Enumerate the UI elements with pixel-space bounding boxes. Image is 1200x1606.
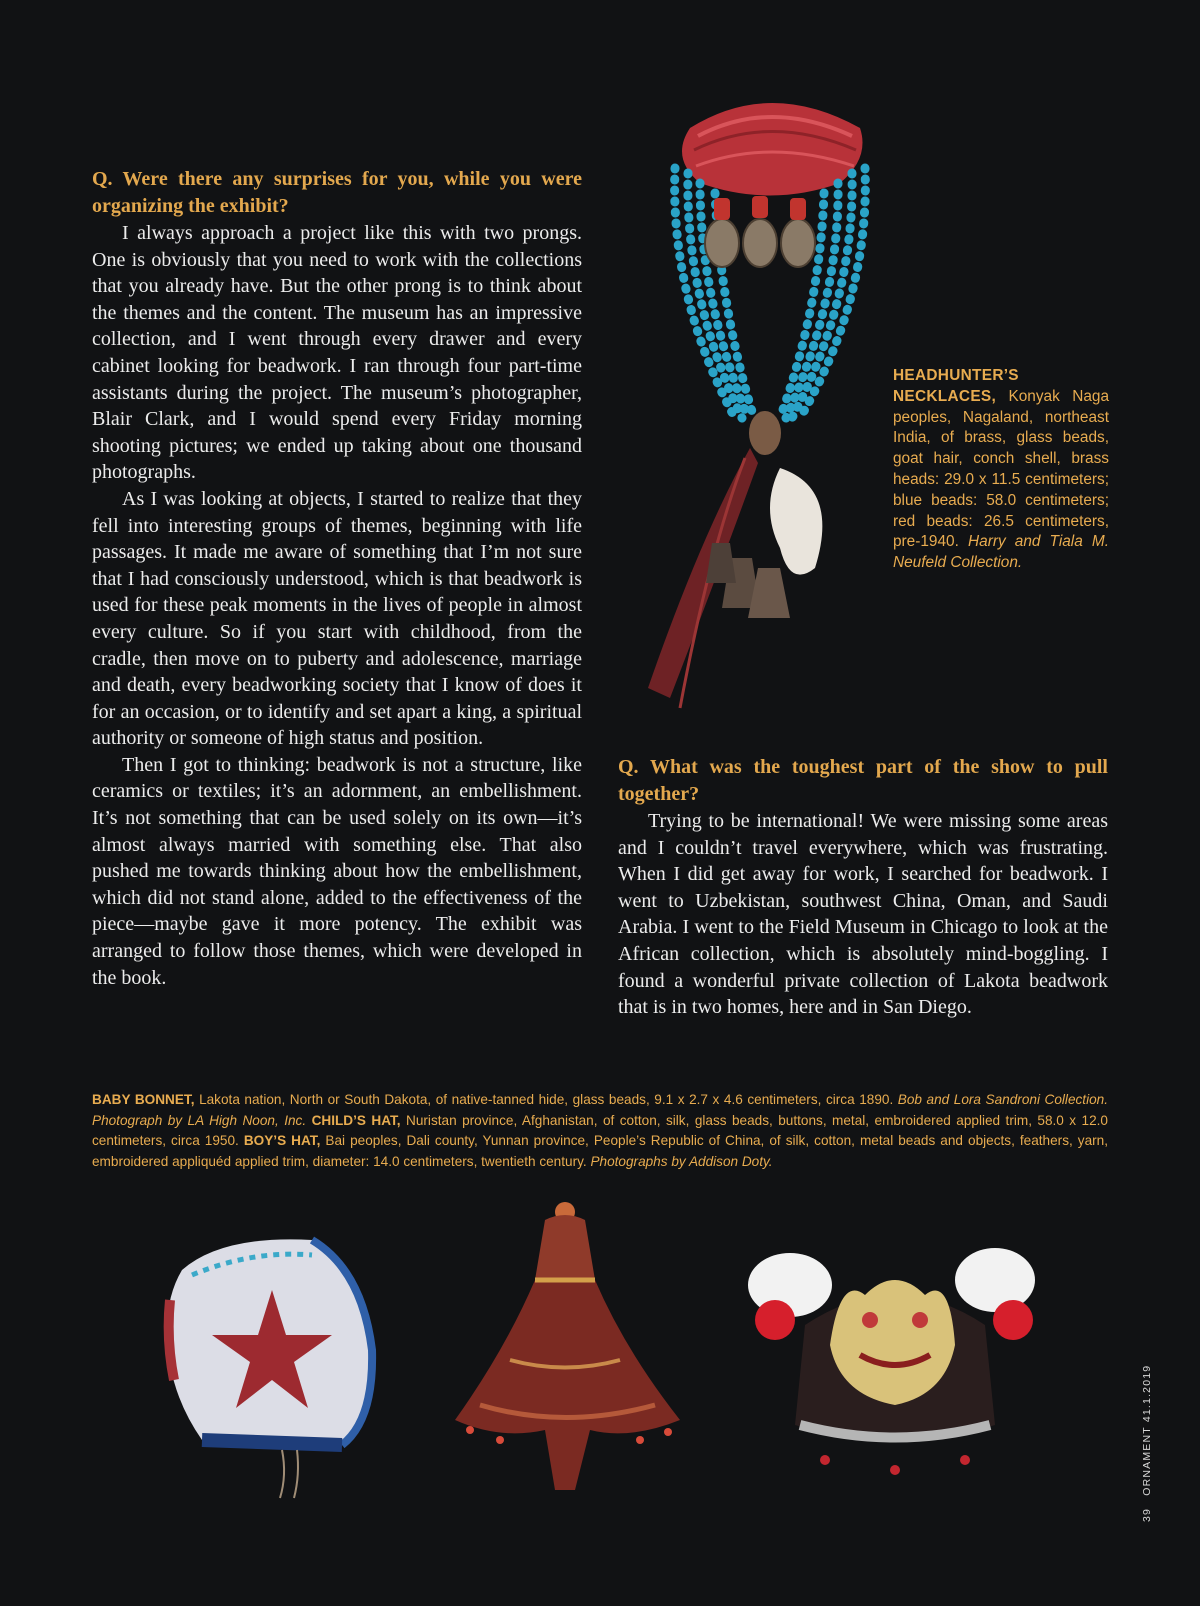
publication-name: ORNAMENT 41.1.2019 [1141,1364,1153,1496]
caption-boys-hat-title: BOY’S HAT, [243,1133,321,1149]
caption-text: Konyak Naga peoples, Nagaland, northeast India, of brass, glass beads, goat hair, conch shell, brass heads: 29.0 x 11.5 centimeters; blue beads: 58.0 centimeters; red beads: 26.5 centimeters, pre-1940. [893,387,1110,551]
question-toughest-part: Q. What was the toughest part of the show to pull together? [618,756,1108,805]
right-column [618,754,1108,1021]
caption-credit: Harry and Tiala M. Neufeld Collection. [893,533,1109,572]
left-column [92,166,582,991]
necklace-caption [893,366,1109,574]
necklace-image [640,88,900,728]
caption-credit: Bob and Lora Sandroni Collection. Photograph by LA High Noon, Inc. [92,1092,1108,1128]
caption-text: Bai peoples, Dali county, Yunnan province, People’s Republic of China, of silk, cotton, metal beads and objects, feathers, yarn, embroidered appliquéd applied trim, diameter: 14.0 centimeters, twentieth century. [92,1133,1109,1169]
page-folio [1141,1365,1153,1522]
paragraph: Then I got to thinking: beadwork is not a structure, like ceramics or textiles; it’s an adornment, an embellishment. It’s not something that can be used solely on its own—it’s almost always married with something else. That also pushed me towards thinking about how the embellishment, which did not stand alone, added to the effectiveness of the piece—maybe gave it more potency. The exhibit was arranged to follow those themes, which were developed in the book. [92,753,582,989]
paragraph: I always approach a project like this with two prongs. One is obviously that you need to work with the collections that you already have. But the other prong is to think about the themes and the content. The museum has an impressive collection, and I went through every drawer and every cabinet looking for beadwork. I ran through four part-time assistants during the project. The museum’s photographer, Blair Clark, and I would spend every Friday morning shooting pictures; we ended up taking about one thousand photographs. [92,222,582,484]
page-number: 39 [1141,1507,1153,1522]
paragraph: As I was looking at objects, I started to realize that they fell into interesting groups of themes, beginning with life passages. It made me aware of something that I’m not sure that I had consciously understood, which is that beadwork is used for these peak moments in the lives of people in almost every culture. So if you start with childhood, from the cradle, then move on to puberty and adolescence, marriage and death, every beadworking society that I know of does it for an occasion, or to identify and set apart a king, a spiritual authority or someone of high status and position. [92,487,582,750]
caption-text: Nuristan province, Afghanistan, of cotton, silk, glass beads, buttons, metal, embroidered applied trim, 58.0 x 12.0 centimeters, circa 1950. [92,1112,1108,1149]
question-surprises: Q. Were there any surprises for you, while you were organizing the exhibit? [92,168,582,217]
caption-text: Lakota nation, North or South Dakota, of native-tanned hide, glass beads, 9.1 x 2.7 x 4.6 centimeters, circa 1890. [199,1092,894,1107]
baby-bonnet-image [162,1230,387,1500]
caption-childs-hat-title: CHILD’S HAT, [311,1112,401,1128]
paragraph: Trying to be international! We were missing some areas and I couldn’t travel everywhere, which was frustrating. When I did get away for work, I searched for beadwork. I went to Uzbekistan, southwest China, Oman, and Saudi Arabia. I went to the Field Museum in Chicago to look at the African collection, which is absolutely mind-boggling. I found a wonderful private collection of Lakota beadwork that is in two homes, here and in San Diego. [618,810,1108,1019]
hats-caption [92,1090,1108,1172]
photo-credit: Photographs by Addison Doty. [590,1153,773,1169]
boys-hat-image [745,1225,1045,1495]
caption-baby-bonnet-title: BABY BONNET, [92,1092,195,1107]
caption-title: HEADHUNTER’S NECKLACES, [893,367,1019,405]
childs-hat-image [450,1200,690,1500]
